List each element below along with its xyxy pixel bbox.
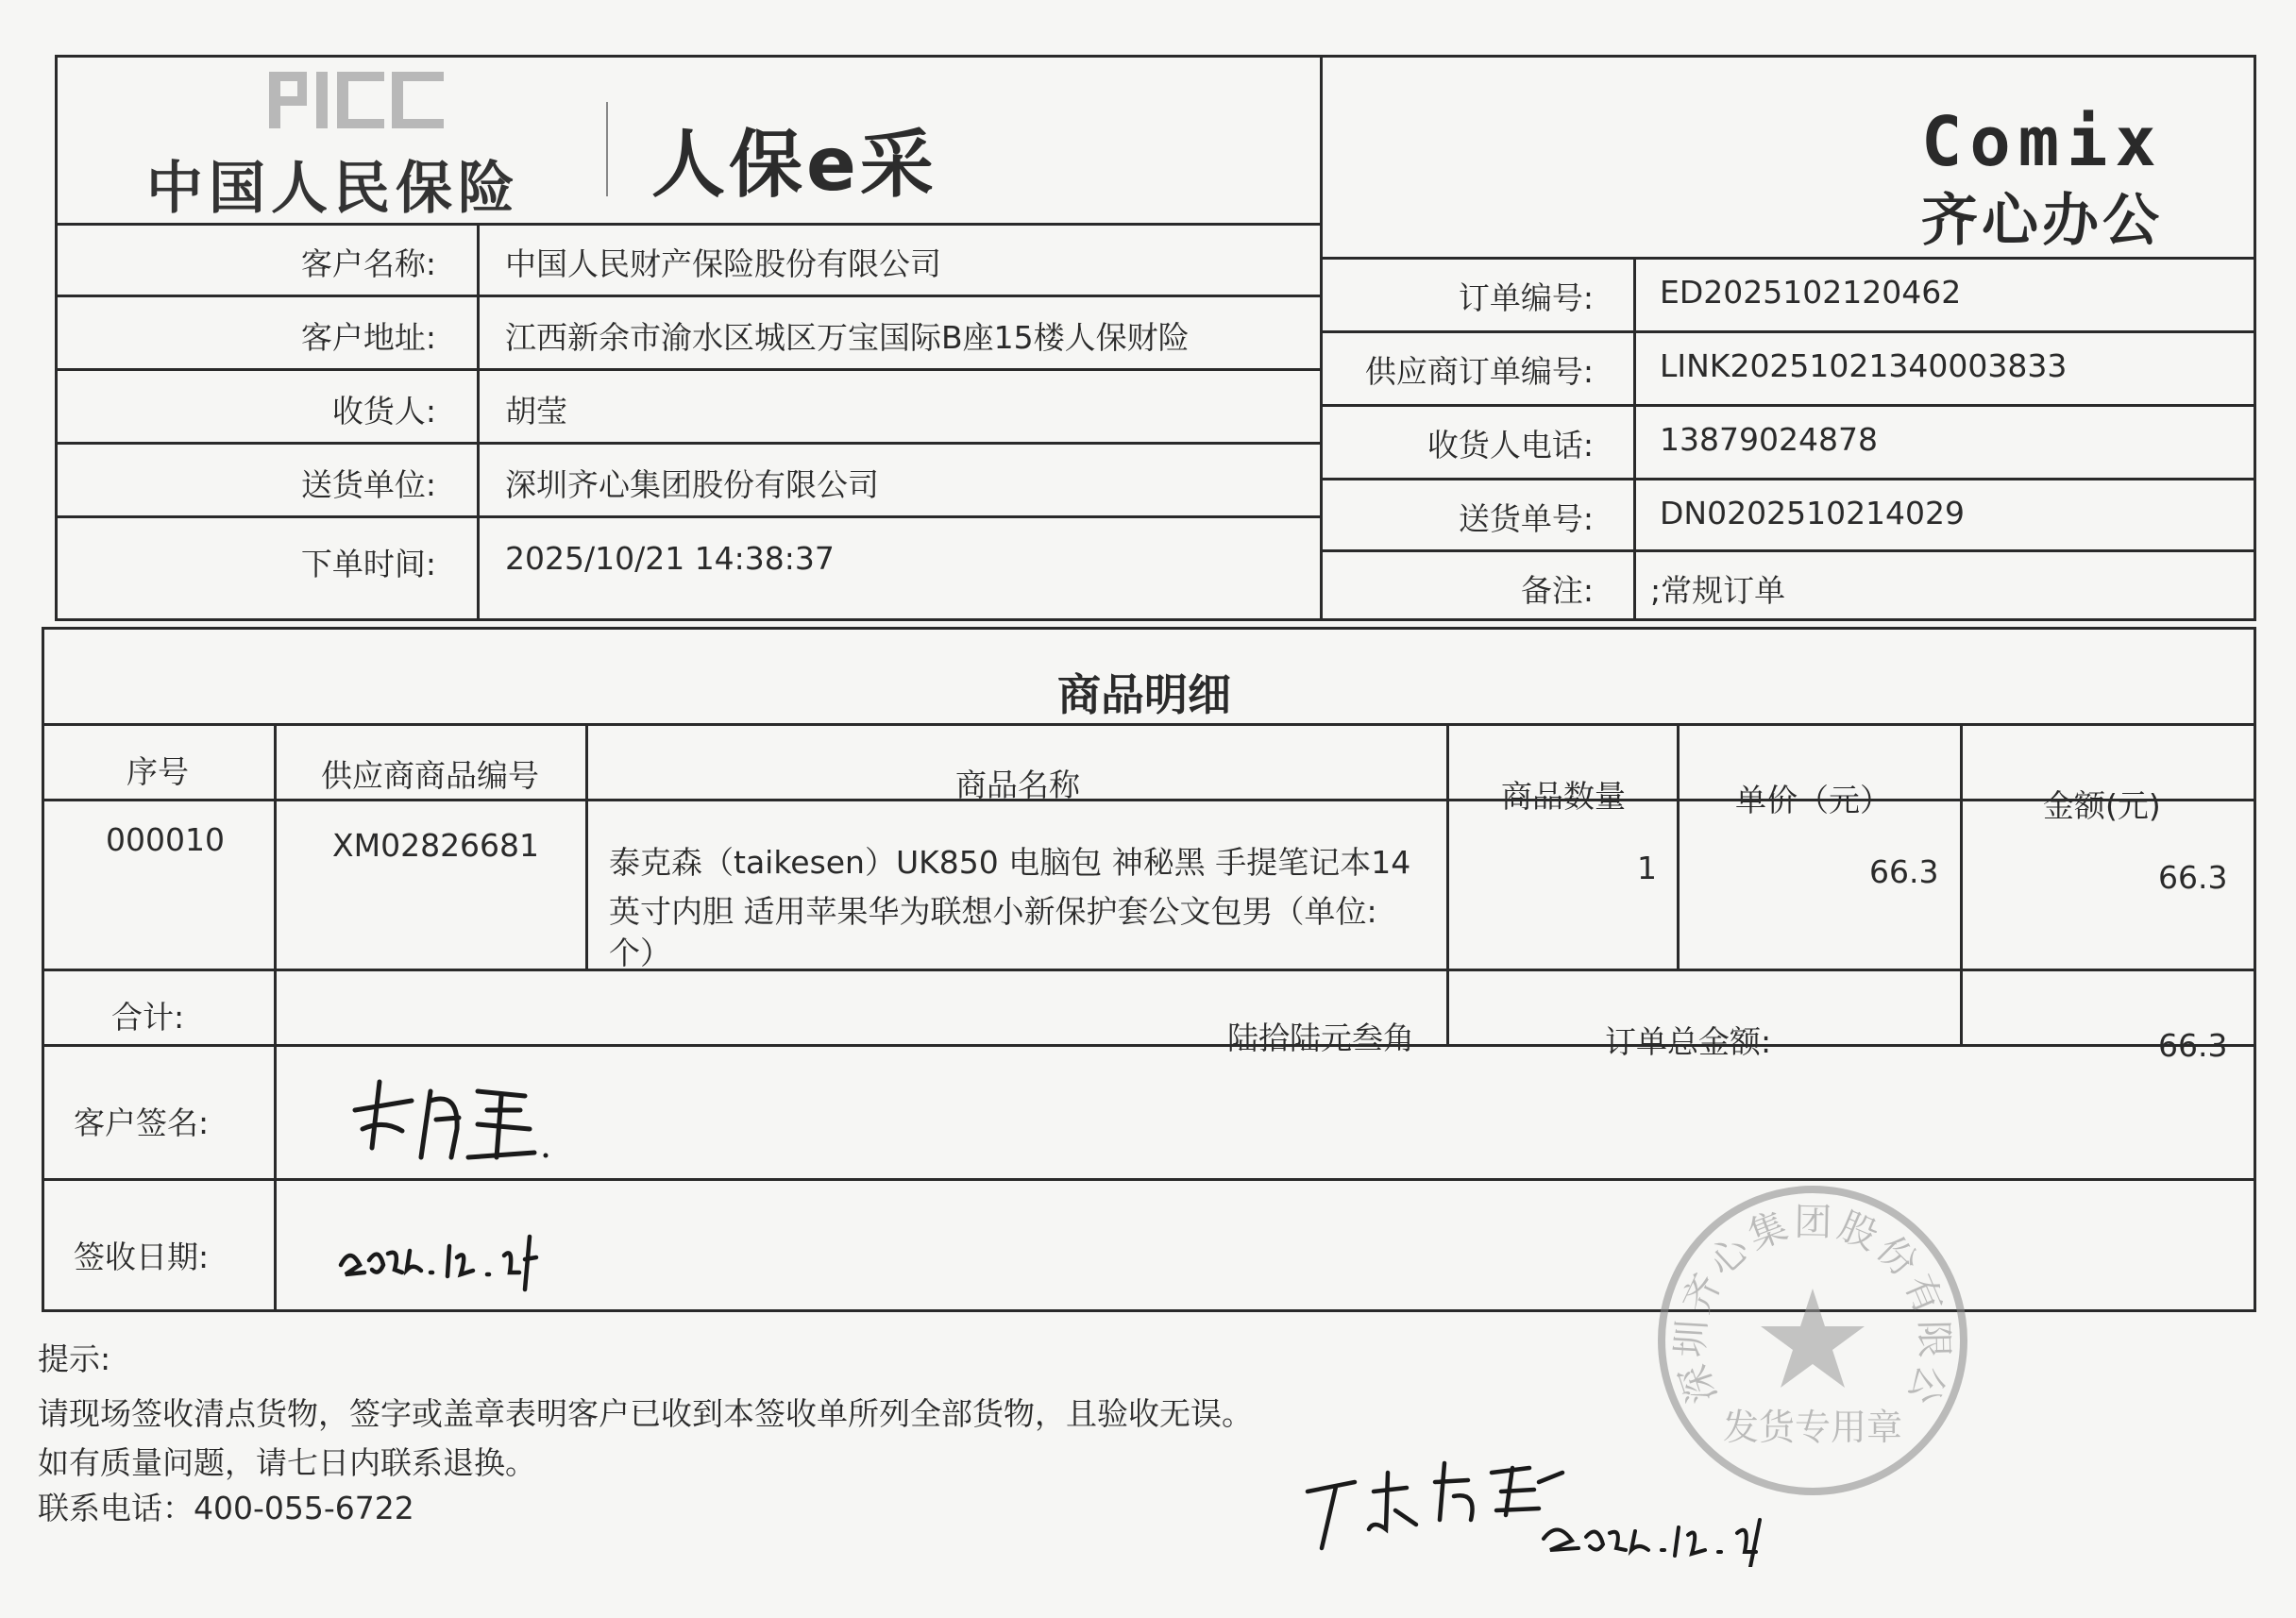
customer-name-value: 中国人民财产保险股份有限公司 [505,245,941,282]
customer-signature-label: 客户签名: [74,1104,210,1141]
receiver-label: 收货人: [331,393,436,430]
cell-qty: 1 [1637,850,1657,886]
receiver-phone-label: 收货人电话: [1427,427,1594,463]
order-total-value: 66.3 [2158,1027,2228,1064]
ecai-brand: 人保e采 [651,123,937,208]
row-line [1320,330,2256,333]
row-line [42,799,2256,801]
row-line [55,295,1320,297]
delivery-unit-label: 送货单位: [300,466,436,503]
order-no-label: 订单编号: [1458,279,1594,316]
sign-date-label: 签收日期: [74,1239,210,1275]
col-header-sku: 供应商商品编号 [321,757,539,794]
header-divider [1320,55,1323,621]
row-line [42,1044,2256,1047]
notes-title: 提示: [38,1340,111,1377]
supplier-order-no-value: LINK20251021340003833 [1660,347,2068,384]
cell-unit-price: 66.3 [1869,853,1939,890]
remark-label: 备注: [1520,572,1594,609]
cell-name-line1: 泰克森（taikesen）UK850 电脑包 神秘黑 手提笔记本14 [609,844,1411,881]
cell-amount: 66.3 [2158,859,2228,896]
logo-separator [606,102,608,196]
order-total-label: 订单总金额: [1605,1023,1772,1060]
courier-signature [1303,1454,1794,1567]
total-in-words: 陆拾陆元叁角 [1227,1020,1414,1056]
customer-name-label: 客户名称: [300,245,436,282]
order-time-value: 2025/10/21 14:38:37 [505,540,835,577]
cell-name-line2: 英寸内胆 适用苹果华为联想小新保护套公文包男（单位: [609,893,1377,930]
sign-date-handwritten [336,1218,563,1293]
row-line [1320,478,2256,480]
comix-logo: Comix [1921,102,2164,181]
customer-address-label: 客户地址: [300,319,436,356]
cell-sku: XM02826681 [332,827,540,864]
goods-title: 商品明细 [1057,669,1231,720]
comix-cn-name: 齐心办公 [1921,188,2163,254]
notes-line1: 请现场签收清点货物，签字或盖章表明客户已收到本签收单所列全部货物，且验收无误。 [38,1395,1253,1432]
col-header-qty: 商品数量 [1501,778,1626,815]
delivery-unit-value: 深圳齐心集团股份有限公司 [505,466,879,503]
company-stamp [1652,1180,1973,1501]
col-header-name: 商品名称 [955,767,1080,803]
supplier-order-no-label: 供应商订单编号: [1364,353,1594,390]
picc-company-name: 中国人民保险 [146,156,520,222]
order-no-value: ED2025102120462 [1660,274,1962,311]
row-line [42,723,2256,726]
svg-text:深圳齐心集团股份有限公司 [1652,1180,1955,1413]
col-line [1960,723,1963,1044]
stamp-ring-text: 深圳齐心集团股份有限公 [1668,1200,1956,1414]
delivery-no-label: 送货单号: [1458,500,1594,537]
col-header-unit-price: 单价（元） [1735,782,1891,818]
notes-line3: 联系电话：400-055-6722 [38,1490,414,1526]
label-divider [477,223,480,621]
row-line [1320,257,2256,260]
col-line [274,723,277,1312]
customer-signature [346,1072,553,1167]
col-line [1446,723,1449,1044]
row-line [55,515,1320,518]
row-line [1320,404,2256,407]
total-label: 合计: [111,999,185,1036]
delivery-no-value: DN0202510214029 [1660,495,1966,531]
cell-name-line3: 个） [609,935,671,971]
customer-address-value: 江西新余市渝水区城区万宝国际B座15楼人保财险 [505,319,1190,356]
row-line [55,442,1320,445]
col-header-amount: 金额(元) [2043,787,2161,824]
remark-value: ;常规订单 [1650,572,1786,609]
row-line [55,223,1320,226]
order-time-label: 下单时间: [300,546,436,582]
col-line [1677,723,1680,969]
receiver-phone-value: 13879024878 [1660,421,1878,458]
receiver-value: 胡莹 [505,393,567,430]
col-line [585,723,588,969]
row-line [1320,549,2256,552]
col-header-seq: 序号 [127,753,189,790]
stamp-bottom-text: 发货专用章 [1722,1407,1903,1448]
notes-line2: 如有质量问题，请七日内联系退换。 [38,1444,536,1481]
row-line [55,368,1320,371]
cell-seq: 000010 [106,821,225,858]
label-divider [1633,257,1636,621]
picc-logo [269,68,448,132]
row-line [42,969,2256,971]
